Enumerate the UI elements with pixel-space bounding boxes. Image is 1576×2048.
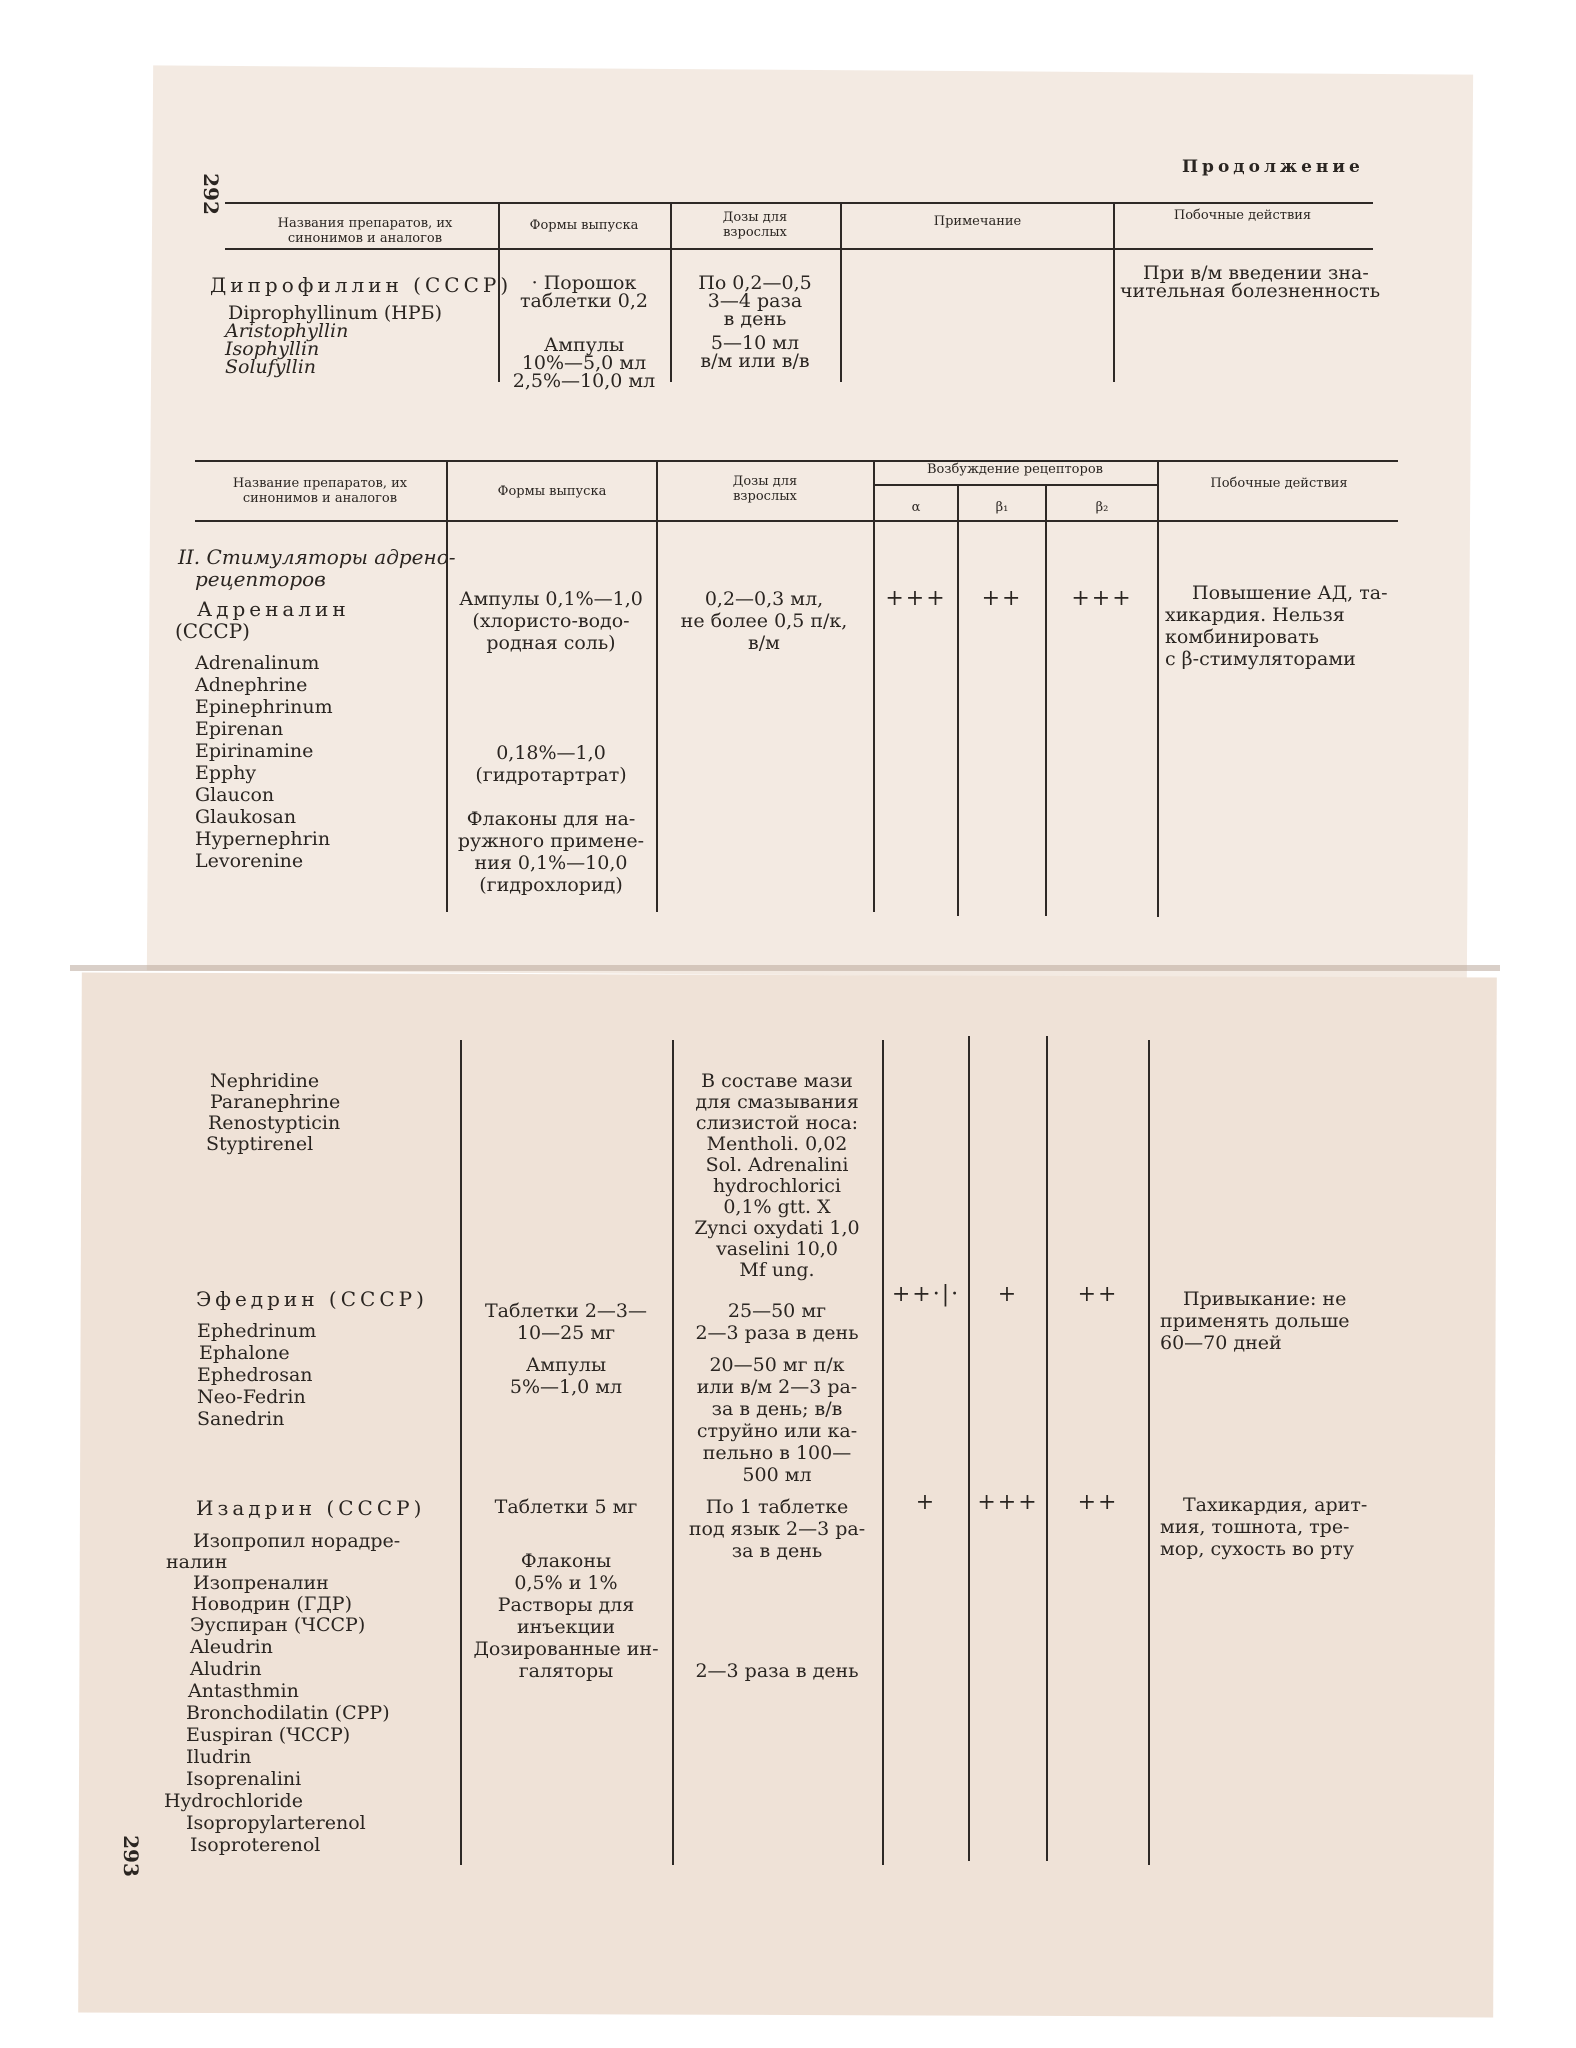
table2-header-receptors: Возбуждение рецепторов xyxy=(927,462,1103,477)
ephedrin-dose: или в/м 2—3 ра- xyxy=(696,1376,858,1398)
izadrin-synonym: Изопропил норадре- xyxy=(193,1530,401,1552)
side-effect-line: чительная болезненность xyxy=(1120,280,1381,302)
ephedrin-dose: 2—3 раза в день xyxy=(695,1322,859,1344)
receptors-subrule xyxy=(875,484,1157,486)
bottom-col-line xyxy=(460,1040,462,1865)
synonym: Diprophyllinum (НРБ) xyxy=(228,302,443,324)
ephedrin-alpha: ++·|· xyxy=(891,1282,961,1307)
ephedrin-form: 10—25 мг xyxy=(516,1322,616,1344)
table2-top-rule xyxy=(195,460,1398,462)
adrenalin-synonym: Levorenine xyxy=(195,850,304,872)
izadrin-form: Дозированные ин- xyxy=(473,1638,659,1660)
ephedrin-form: 5%—1,0 мл xyxy=(509,1376,623,1398)
adrenalin-synonym: Renostypticin xyxy=(208,1112,341,1134)
izadrin-beta2: ++ xyxy=(1077,1490,1119,1515)
izadrin-synonym: Isopropylarterenol xyxy=(186,1812,366,1834)
ephedrin-side: 60—70 дней xyxy=(1160,1332,1282,1354)
table2-col-line xyxy=(1157,462,1159,917)
table1-header-doses: Дозы для взрослых xyxy=(722,210,788,240)
izadrin-synonym: Изопреналин xyxy=(193,1572,329,1594)
ephedrin-dose: за в день; в/в xyxy=(711,1398,843,1420)
izadrin-form: Растворы для xyxy=(497,1594,635,1616)
ephedrin-synonym: Sanedrin xyxy=(197,1408,285,1430)
izadrin-synonym: Эуспиран (ЧССР) xyxy=(190,1614,366,1636)
adrenalin-side: хикардия. Нельзя xyxy=(1165,604,1345,626)
ointment-line: для смазывания xyxy=(695,1091,859,1113)
izadrin-dose: под язык 2—3 ра- xyxy=(688,1518,866,1540)
dose-line: По 0,2—0,5 xyxy=(698,272,812,294)
izadrin-side: мия, тошнота, тре- xyxy=(1160,1516,1350,1538)
adrenalin-form: Ампулы 0,1%—1,0 xyxy=(459,588,643,610)
izadrin-synonym: Isoproterenol xyxy=(190,1834,321,1856)
synonym: Isophyllin xyxy=(225,338,320,360)
izadrin-synonym: Bronchodilatin (СРР) xyxy=(186,1702,390,1724)
dose-line: в/м или в/в xyxy=(700,350,810,372)
form-line: 10%—5,0 мл xyxy=(521,352,647,374)
izadrin-alpha: + xyxy=(915,1490,937,1515)
page-number-bottom: 293 xyxy=(118,1835,143,1877)
adrenalin-dose: 0,2—0,3 мл, xyxy=(704,588,824,610)
adrenalin-dose: в/м xyxy=(748,632,780,654)
table1-col-line xyxy=(1113,202,1115,382)
adrenalin-form: (гидрохлорид) xyxy=(479,874,623,896)
table2-header-alpha: α xyxy=(911,500,921,515)
adrenalin-synonym: Adnephrine xyxy=(195,674,308,696)
continuation-label: Продолжение xyxy=(1182,157,1364,177)
form-line: таблетки 0,2 xyxy=(520,290,648,312)
table1-top-rule xyxy=(225,202,1373,204)
adrenalin-side: комбинировать xyxy=(1165,626,1320,648)
adrenalin-side: с β-стимуляторами xyxy=(1165,648,1356,670)
ephedrin-synonym: Ephedrosan xyxy=(197,1364,313,1386)
table2-col-line xyxy=(957,486,959,916)
adrenalin-dose: не более 0,5 п/к, xyxy=(680,610,848,632)
table1-header-forms: Формы выпуска xyxy=(529,218,639,233)
adrenalin-form: Флаконы для на- xyxy=(466,808,636,830)
ephedrin-synonym: Ephalone xyxy=(199,1342,290,1364)
table2-col-line xyxy=(656,462,658,912)
ointment-line: Sol. Adrenalini xyxy=(705,1154,849,1176)
izadrin-form: инъекции xyxy=(516,1616,616,1638)
drug-name-adrenalin: Адреналин xyxy=(197,597,350,621)
adrenalin-form: ния 0,1%—10,0 xyxy=(474,852,628,874)
izadrin-side: мор, сухость во рту xyxy=(1160,1538,1354,1560)
form-line: Ампулы xyxy=(543,334,625,356)
adrenalin-beta2: +++ xyxy=(1071,586,1133,611)
adrenalin-synonym: Epinephrinum xyxy=(195,696,333,718)
izadrin-synonym: Aleudrin xyxy=(190,1636,273,1658)
dose-line: 5—10 мл xyxy=(710,332,800,354)
ointment-line: hydrochlorici xyxy=(713,1175,841,1197)
drug-name-izadrin: Изадрин (СССР) xyxy=(196,1496,426,1520)
izadrin-dose: 2—3 раза в день xyxy=(695,1660,859,1682)
izadrin-form: 0,5% и 1% xyxy=(514,1572,618,1594)
ephedrin-dose: струйно или ка- xyxy=(696,1420,858,1442)
table1-header-note: Примечание xyxy=(933,214,1022,229)
drug-name-diprophyllin: Дипрофиллин (СССР) xyxy=(210,273,513,297)
ointment-line: 0,1% gtt. X xyxy=(723,1196,831,1218)
izadrin-synonym: Iludrin xyxy=(186,1746,252,1768)
adrenalin-synonym: Glaucon xyxy=(195,784,275,806)
izadrin-synonym: налин xyxy=(166,1551,228,1573)
adrenalin-synonym: Styptirenel xyxy=(206,1133,314,1155)
section-title: II. Стимуляторы адрено- xyxy=(178,545,456,569)
synonym: Aristophyllin xyxy=(225,320,349,342)
ephedrin-dose: 500 мл xyxy=(742,1464,812,1486)
table1-col-line xyxy=(840,202,842,382)
izadrin-synonym: Euspiran (ЧССР) xyxy=(186,1724,351,1746)
ephedrin-form: Таблетки 2—3— xyxy=(484,1300,648,1322)
adrenalin-form: (гидротартрат) xyxy=(475,764,627,786)
page-number-top: 292 xyxy=(198,173,223,215)
ephedrin-synonym: Ephedrinum xyxy=(197,1320,317,1342)
ointment-line: Mf ung. xyxy=(739,1259,815,1281)
ephedrin-side: применять дольше xyxy=(1160,1310,1350,1332)
adrenalin-beta1: ++ xyxy=(981,586,1023,611)
table2-header-name: Название препаратов, их синонимов и аналогов xyxy=(232,476,408,506)
table2-header-doses: Дозы для взрослых xyxy=(732,474,798,504)
izadrin-side: Тахикардия, арит- xyxy=(1183,1494,1368,1516)
ephedrin-synonym: Neo-Fedrin xyxy=(197,1386,306,1408)
ointment-line: слизистой носа: xyxy=(695,1112,859,1134)
adrenalin-synonym: Epphy xyxy=(195,762,257,784)
izadrin-dose: за в день xyxy=(731,1540,823,1562)
form-line: · Порошок xyxy=(531,272,637,294)
table2-header-beta2: β₂ xyxy=(1095,500,1109,515)
izadrin-synonym: Antasthmin xyxy=(188,1680,299,1702)
adrenalin-form: (хлористо-водо- xyxy=(472,610,630,632)
izadrin-synonym: Isoprenalini xyxy=(186,1768,302,1790)
table2-header-rule xyxy=(195,520,1398,522)
ephedrin-dose: 25—50 мг xyxy=(727,1300,827,1322)
ointment-line: vaselini 10,0 xyxy=(716,1238,838,1260)
ointment-line: Mentholi. 0,02 xyxy=(706,1133,848,1155)
drug-name-ephedrin: Эфедрин (СССР) xyxy=(196,1287,428,1311)
section-title: рецепторов xyxy=(195,567,326,591)
table2-header-side: Побочные действия xyxy=(1210,476,1348,491)
izadrin-synonym: Aludrin xyxy=(190,1658,262,1680)
izadrin-synonym: Hydrochloride xyxy=(164,1790,303,1812)
ephedrin-side: Привыкание: не xyxy=(1183,1288,1347,1310)
table1-header-side: Побочные действия xyxy=(1173,208,1312,223)
adrenalin-synonym: Epirenan xyxy=(195,718,284,740)
table2-col-line xyxy=(1045,486,1047,916)
table1-header-name: Названия препаратов, их синонимов и аналогов xyxy=(277,216,453,246)
ephedrin-dose: пельно в 100— xyxy=(702,1442,852,1464)
adrenalin-alpha: +++ xyxy=(885,586,947,611)
adrenalin-form: родная соль) xyxy=(486,632,616,654)
adrenalin-synonym: Epirinamine xyxy=(195,740,314,762)
izadrin-form: галяторы xyxy=(518,1660,614,1682)
izadrin-form: Таблетки 5 мг xyxy=(494,1496,638,1518)
izadrin-form: Флаконы xyxy=(520,1550,612,1572)
adrenalin-synonym: Nephridine xyxy=(210,1070,320,1092)
izadrin-dose: По 1 таблетке xyxy=(705,1496,849,1518)
ephedrin-form: Ампулы xyxy=(525,1354,607,1376)
adrenalin-form: ружного примене- xyxy=(457,830,645,852)
form-line: 2,5%—10,0 мл xyxy=(512,370,656,392)
table1-header-rule xyxy=(225,248,1373,250)
table2-header-beta1: β₁ xyxy=(995,500,1009,515)
ephedrin-beta1: + xyxy=(997,1282,1019,1307)
adrenalin-side: Повышение АД, та- xyxy=(1192,582,1388,604)
izadrin-beta1: +++ xyxy=(977,1490,1039,1515)
bottom-col-line xyxy=(1148,1040,1150,1865)
side-effect-line: При в/м введении зна- xyxy=(1143,262,1369,284)
adrenalin-synonym: Paranephrine xyxy=(210,1091,341,1113)
izadrin-synonym: Новодрин (ГДР) xyxy=(191,1593,353,1615)
dose-line: 3—4 раза xyxy=(707,290,803,312)
ointment-line: Zynci oxydati 1,0 xyxy=(694,1217,860,1239)
dose-line: в день xyxy=(723,308,787,330)
book-fold xyxy=(70,965,1500,971)
ephedrin-beta2: ++ xyxy=(1077,1282,1119,1307)
adrenalin-form: 0,18%—1,0 xyxy=(496,742,606,764)
table2-col-line xyxy=(873,462,875,912)
adrenalin-synonym: Hypernephrin xyxy=(195,828,331,850)
table2-header-forms: Формы выпуска xyxy=(497,484,607,499)
synonym: Solufyllin xyxy=(225,356,317,378)
adrenalin-synonym: Adrenalinum xyxy=(195,652,320,674)
bottom-col-line xyxy=(1046,1036,1048,1861)
bottom-col-line xyxy=(968,1036,970,1861)
adrenalin-synonym: Glaukosan xyxy=(195,806,297,828)
drug-name-adrenalin-country: (СССР) xyxy=(175,619,250,643)
ointment-line: В составе мази xyxy=(701,1070,853,1092)
bottom-col-line xyxy=(882,1040,884,1865)
ephedrin-dose: 20—50 мг п/к xyxy=(709,1354,845,1376)
